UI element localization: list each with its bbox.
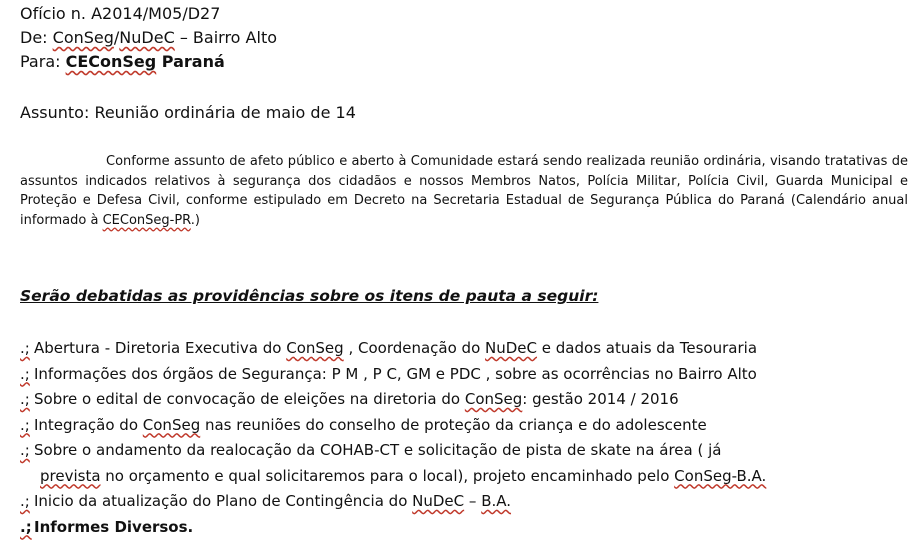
bullet-mark: .; xyxy=(20,517,32,536)
item-text: Sobre o andamento da realocação da COHAB-CT e solicitação de pista de skate na área ( já xyxy=(34,441,722,459)
to-org: CEConSeg xyxy=(65,52,157,71)
item-text: : gestão 2014 / 2016 xyxy=(522,390,679,408)
from-org-nudec: NuDeC xyxy=(119,28,175,47)
oficio-number: Ofício n. A2014/M05/D27 xyxy=(20,4,221,23)
body-text-end: .) xyxy=(190,212,200,228)
item-org: B.A. xyxy=(481,492,512,510)
item-text: Informes Diversos. xyxy=(34,517,194,536)
item-org: ConSeg xyxy=(464,390,523,408)
to-prefix: Para: xyxy=(20,52,66,71)
item-org: ConSeg xyxy=(142,415,201,434)
item-text: nas reuniões do conselho de proteção da criança e do adolescente xyxy=(200,415,707,434)
body-org: CEConSeg-PR xyxy=(102,212,191,228)
bullet-mark: .; xyxy=(20,390,30,408)
agenda-item xyxy=(20,362,915,388)
bullet-mark: .; xyxy=(20,415,30,434)
to-line xyxy=(20,50,225,74)
bullet-mark: .; xyxy=(20,364,30,383)
bullet-mark: .; xyxy=(20,492,30,510)
subject-line: Assunto: Reunião ordinária de maio de 14 xyxy=(20,103,356,122)
item-org: ConSeg-B.A. xyxy=(674,466,767,485)
from-separator: / xyxy=(113,28,120,47)
agenda-item-continuation xyxy=(20,464,915,490)
item-text: no orçamento e qual solicitaremos para o local), projeto encaminhado pelo xyxy=(100,466,675,485)
item-org: NuDeC xyxy=(485,339,538,357)
item-org: ConSeg xyxy=(286,339,344,357)
agenda-item xyxy=(20,438,915,464)
item-text: , Coordenação do xyxy=(343,339,486,357)
item-text: – xyxy=(464,492,482,510)
bullet-mark: .; xyxy=(20,441,30,459)
from-prefix: De: xyxy=(20,28,53,47)
item-text: Informações dos órgãos de Segurança: P M , P C, GM e PDC , sobre as ocorrências no Bairro Alto xyxy=(34,364,757,383)
agenda-list xyxy=(20,336,915,540)
agenda-item xyxy=(20,515,915,541)
item-text: Inicio da atualização do Plano de Contingência do xyxy=(34,492,413,510)
agenda-item xyxy=(20,489,915,515)
from-rest: – Bairro Alto xyxy=(174,28,277,47)
agenda-item xyxy=(20,387,915,413)
agenda-item xyxy=(20,413,915,439)
item-text: Abertura - Diretoria Executiva do xyxy=(34,339,287,357)
item-org: NuDeC xyxy=(412,492,465,510)
item-text: Integração do xyxy=(34,415,143,434)
item-text: Sobre o edital de convocação de eleições na diretoria do xyxy=(34,390,465,408)
agenda-item xyxy=(20,336,915,362)
item-text: prevista xyxy=(40,466,101,485)
body-paragraph xyxy=(20,152,908,230)
bullet-mark: .; xyxy=(20,339,30,357)
to-rest: Paraná xyxy=(156,52,225,71)
from-line xyxy=(20,26,277,50)
from-org-conseg: ConSeg xyxy=(52,28,114,47)
body-text: Conforme assunto de afeto público e aberto à Comunidade estará sendo realizada reunião ordinária, visando tratativas de assuntos indicados relativos à segurança dos cidadãos e nossos Membros Natos, Polícia Militar, Polícia Civil, Guarda Municipal e Proteção e Defesa Civil, conforme estipulado em Decreto na Secretaria Estadual de Segurança Pública do Paraná (Calendário anual informado à xyxy=(20,154,908,228)
agenda-heading: Serão debatidas as providências sobre os itens de pauta a seguir: xyxy=(20,287,599,305)
item-text: e dados atuais da Tesouraria xyxy=(537,339,758,357)
